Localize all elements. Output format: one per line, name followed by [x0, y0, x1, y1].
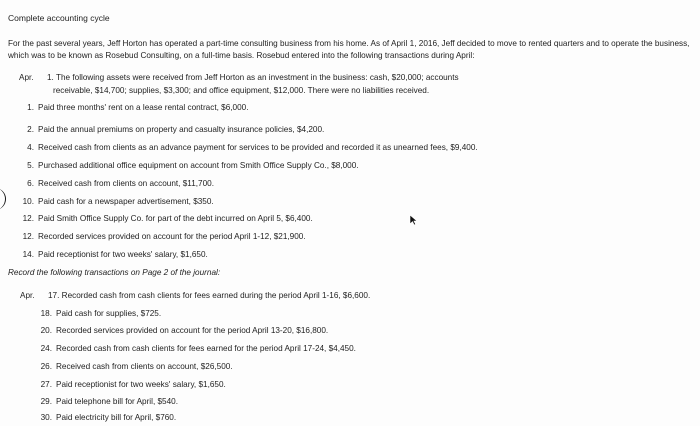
transaction-row: 1. Paid three months' rent on a lease rental contract, $6,000.: [27, 103, 249, 112]
transaction-row: 18. Paid cash for supplies, $725.: [40, 309, 162, 318]
transaction-number: 1.: [47, 73, 54, 82]
transaction-number: 17.: [48, 291, 60, 300]
transaction-row: 4. Received cash from clients as an advance payment for services to be provided and recorded it as unearned fees, $9,400.: [27, 143, 478, 152]
transaction-row: 12. Recorded services provided on account for the period April 1-12, $21,900.: [22, 232, 306, 241]
date-label: Apr.: [19, 73, 34, 82]
transaction-row: 24. Recorded cash from cash clients for fees earned for the period April 17-24, $4,450.: [40, 344, 356, 353]
transaction-row: 14. Paid receptionist for two weeks' salary, $1,650.: [22, 250, 208, 259]
transaction-row: 5. Purchased additional office equipment on account from Smith Office Supply Co., $8,000.: [27, 161, 359, 170]
transaction-row: 12. Paid Smith Office Supply Co. for part of the debt incurred on April 5, $6,400.: [22, 214, 313, 223]
mouse-cursor-icon: [409, 213, 418, 231]
transaction-text: The following assets were received from Jeff Horton as an investment in the business: cash, $20,000; accounts: [55, 73, 459, 82]
bracket-mark: [0, 188, 6, 210]
transaction-row: 2. Paid the annual premiums on property and casualty insurance policies, $4,200.: [27, 125, 325, 134]
page-title: Complete accounting cycle: [8, 13, 110, 23]
transaction-apr-1-line-2: receivable, $14,700; supplies, $3,300; and office equipment, $12,000. There were no liabilities received.: [53, 86, 430, 95]
transaction-row: 6. Received cash from clients on account, $11,700.: [27, 179, 214, 188]
transaction-row: 20. Recorded services provided on account for the period April 13-20, $16,800.: [40, 326, 329, 335]
section-heading: Record the following transactions on Page 2 of the journal:: [8, 268, 221, 277]
transaction-row: 29. Paid telephone bill for April, $540.: [40, 397, 178, 406]
transaction-text: Recorded cash from cash clients for fees earned during the period April 1-16, $6,600.: [61, 291, 371, 300]
transaction-row: 10. Paid cash for a newspaper advertisement, $350.: [22, 197, 214, 206]
intro-paragraph: For the past several years, Jeff Horton has operated a part-time consulting business from his home. As of April 1, 2016, Jeff decided to move to rented quarters and to operate the business, which was to be known as Rosebud Consulting, on a full-time basis. Rosebud entered into the following transactions during April:: [8, 39, 690, 60]
transaction-apr-17: [20, 291, 370, 300]
transaction-row: 26. Received cash from clients on account, $26,500.: [40, 362, 233, 371]
transaction-row: 27. Paid receptionist for two weeks' salary, $1,650.: [40, 380, 226, 389]
transaction-row: 30. Paid electricity bill for April, $760.: [40, 413, 177, 422]
date-label: Apr.: [20, 291, 35, 300]
transaction-apr-1-line-1: [19, 73, 459, 82]
